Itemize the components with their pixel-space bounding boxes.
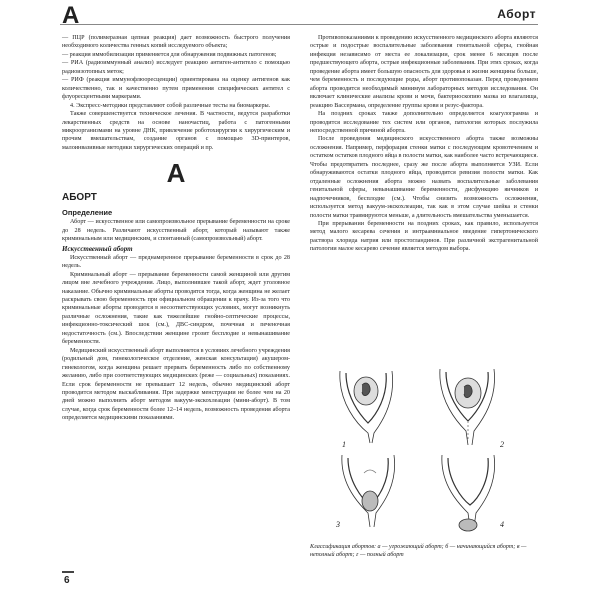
uterus-drawing-3: [342, 455, 395, 527]
paragraph: Медицинский искусственный аборт выполняется в условиях лечебного учреждения (родильный дом, гинекологическое отделение, женская консультация) акушером-гинекологом, когда женщина решает прервать беременность либо по собственному желанию, либо при соответствующих медицинских (реже — социальных) показаниях. Если срок беременности не превышает 12 недель, обычно медицинский аборт проводится методом выскабливания. При задержке менструации не более чем на 20 дней можно выполнить аборт методом вакуум-экскохлеации (мини-аборт). В том случае, когда срок беременности более 12–14 недель, возможность проведения аборта определяется медицинскими показаниями.: [62, 347, 290, 422]
uterus-drawing-2: [440, 369, 495, 445]
left-column: [62, 34, 290, 423]
paragraph: При прерывании беременности на поздних сроках, как правило, используется метод малого кесарева сечения и интраамниальное введение гипертонического раствора хлорида натрия или простогландинов. При различной экстрагенитальной патологии малое кесарево сечение является методом выбора.: [310, 220, 538, 253]
figure-label-4: 4: [500, 520, 504, 529]
paragraph: — реакция иммобилизации применяется для обнаружения подвижных патогенов;: [62, 51, 277, 58]
figure-label-2: 2: [500, 440, 504, 449]
paragraph: Аборт — искусственное или самопроизвольное прерывание беременности на сроке до 28 недель. Различают искусственный аборт, который называют также криминальным или медицинским, и спонтанный (самопроизвольный) аборт.: [62, 219, 290, 243]
paragraph: На поздних сроках также дополнительно определяется коагулограмма и проводится исследование тех систем или органов, патология которых послужила непосредственной причиной аборта.: [310, 111, 538, 134]
paragraph: Криминальный аборт — прерывание беременности самой женщиной или другим лицом вне лечебного учреждения. Лицо, выполнившее такой аборт, ждет уголовное наказание. Обычно криминальные аборты проводятся тогда, когда женщина не желает раскрывать свою беременность при официальном обращении к врачу. Из-за того что криминальные аборты проводятся в несоответствующих условиях, могут возникнуть различные осложнения, такие как тяжелейшие гнойно-септические процессы, инфекционно-токсический шок (см.), ДВС-синдром, почечная и печеночная недостаточность (см.). Впоследствии женщине грозит бесплодие и невынашивание беременности.: [62, 271, 290, 346]
page-number: 6: [64, 575, 70, 586]
footer-rule: [62, 571, 74, 573]
subheading-artificial: Искусственный аборт: [62, 244, 133, 253]
uterus-drawing-1: [340, 371, 393, 443]
abortion-classification-illustration: [330, 363, 520, 533]
paragraph: Противопоказаниями к проведению искусственного медицинского аборта являются острые и подострые воспалительные заболевания генитальной сферы, гнойная инфекция независимо от места ее локализации, срок менее 6 месяцев после предшествующего аборта, острые инфекционные заболевания. При этих сроках, когда проведение аборта имеет большую опасность для здоровья и жизни женщины больше, чем беременность и последующие роды, аборт противопоказан. Перед проведением аборта проводится необходимый минимум лабораторных методов исследования. Он включает клинические анализы крови и мочи, бактериоскопию мазка из влагалища, реакцию Вассермана, определение группы крови и резус-фактора.: [310, 35, 538, 109]
header-rule: [60, 24, 538, 25]
entry-title: АБОРТ: [62, 192, 97, 204]
figure-label-1: 1: [342, 440, 346, 449]
paragraph: — ПЦР (полимеразная цепная реакция) дает возможность быстрого получения необходимого количества генных копий исследуемого объекта;: [62, 35, 290, 50]
section-letter: А: [62, 2, 80, 29]
paragraph: — РИА (радиоиммунный анализ) исследует реакцию антиген-антитело с помощью радиоизотопных меток;: [62, 60, 290, 75]
alphabet-letter: А: [166, 158, 186, 189]
paragraph: — РИФ (реакция иммунофлюоресценции) ориентирована на оценку антигенов как количественно, так и качественно путем применения специфических антител с флуоресцентными маркерами.: [62, 77, 290, 101]
subheading-definition: Определение: [62, 208, 113, 218]
uterus-drawing-4: [442, 455, 495, 531]
paragraph: Искусственный аборт — преднамеренное прерывание беременности в срок до 28 недель.: [62, 254, 290, 270]
paragraph: Также совершенствуется техническое лечения. В частности, ведутся разработки лекарственных средств на основе наночастиц, работа с патогенными микроорганизмами на уровне ДНК, привлечение роботохирургии к хирургическим и прочим вмешательствам, создание органов с помощью 3D-принтеров, малоинвазивные методики хирургических операций и пр.: [62, 111, 290, 151]
figure-caption: Классификация абортов: а — угрожающий аборт; б — начинающийся аборт; в — неполный аборт; г — полный аборт: [310, 544, 527, 559]
running-title: Аборт: [497, 7, 536, 21]
right-column: [310, 34, 538, 254]
figure-label-3: 3: [336, 520, 340, 529]
paragraph: 4. Экспресс-методики представляют собой различные тесты на биомаркеры.: [70, 102, 271, 109]
paragraph: После проведения медицинского искусственного аборта также возможны осложнения. Например, перфорация стенки матки с последующим кровотечением и остатком остатков плодного яйца в полости матки, как наиболее часто встречающиеся. Чтобы предотвратить последнее, сразу же после аборта выполняется УЗИ. Если обнаруживаются остатки плодного яйца, проводится ревизия полости матки. Как отдаленные осложнения аборта можно назвать воспалительные заболевания генитальной сферы, невынашивание беременности, дисфункцию яичников и надпочечников, бесплодие (см.). Чтобы снизить возможность осложнения, используется метод вакуум-экскохлеации, так как в этом случае шейка и стенки полости матки травмируются меньше, а длительность вмешательства уменьшается.: [310, 136, 538, 219]
